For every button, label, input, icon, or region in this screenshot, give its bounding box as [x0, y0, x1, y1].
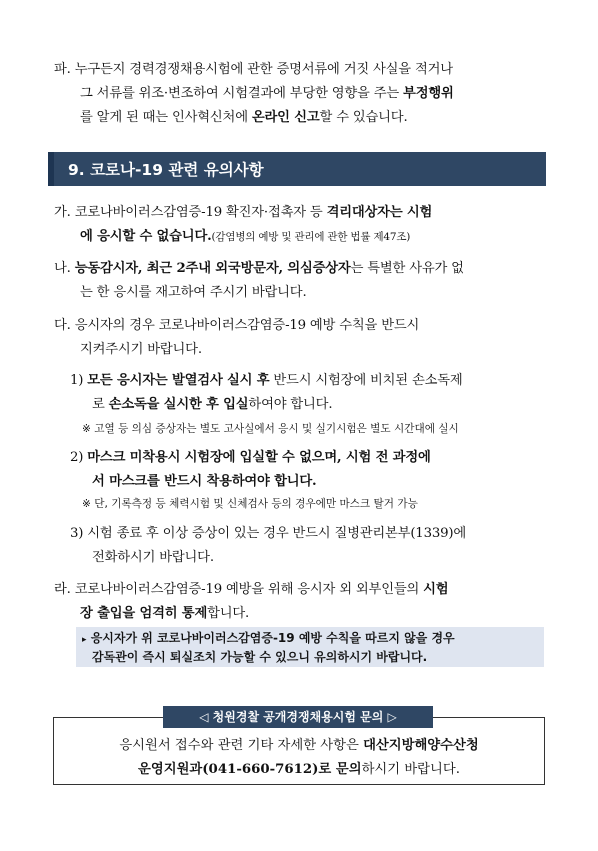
sub1-note: ※ 고열 등 의심 증상자는 별도 고사실에서 응시 및 실기시험은 별도 시간대에 실시 [82, 423, 459, 435]
item-ga-law-ref: (감염병의 예방 및 관리에 관한 법률 제47조) [211, 231, 411, 243]
sub2-line2: 서 마스크를 반드시 착용하여야 합니다. [92, 474, 317, 489]
item-ra [54, 578, 448, 602]
item-da-line2 [80, 338, 202, 362]
sub3-line1: 시험 종료 후 이상 증상이 있는 경우 반드시 질병관리본부(1339)에 [87, 526, 466, 541]
item-na-line1a: 능동감시자, 최근 2주내 외국방문자, 의심증상자 [74, 261, 351, 276]
item-pa-line1: 누구든지 경력경쟁채용시험에 관한 증명서류에 거짓 사실을 적거나 [74, 62, 453, 77]
sub1-label: 1) [70, 373, 84, 388]
sub1-line2a: 로 [92, 397, 109, 412]
sub2-note: ※ 단, 기록측정 등 체력시험 및 신체검사 등의 경우에만 마스크 탈거 가능 [82, 498, 418, 510]
item-da-sub1-line2 [92, 393, 332, 417]
item-ga-line2 [80, 225, 410, 249]
contact-line1a: 응시원서 접수와 관련 기타 자세한 사항은 [119, 738, 364, 753]
warning-box [76, 627, 544, 667]
item-ga-line1b: 격리대상자는 시험 [326, 205, 433, 220]
item-na-line1b: 는 특별한 사유가 없 [350, 261, 464, 276]
contact-org: 대산지방해양수산청 [363, 738, 479, 753]
sub1-line2c: 하여야 합니다. [248, 397, 333, 412]
bullet-icon: ▸ [82, 635, 87, 645]
item-na [54, 257, 464, 281]
item-da-sub2 [70, 446, 431, 470]
item-na-line2 [80, 281, 306, 305]
item-pa-line3b: 온라인 신고 [251, 110, 320, 125]
item-ra-label: 라. [54, 582, 71, 597]
sub1-line2b: 손소독을 실시한 후 입실 [108, 397, 249, 412]
item-ga-line1a: 코로나바이러스감염증-19 확진자·접촉자 등 [74, 205, 327, 220]
item-ra-line2b: 합니다. [207, 606, 250, 621]
item-pa-label: 파. [54, 62, 71, 77]
item-ga [54, 201, 432, 225]
contact-line2 [0, 758, 598, 777]
section-title: 9. 코로나-19 관련 유의사항 [68, 161, 264, 179]
contact-line2b: 하시기 바랍니다. [361, 762, 460, 777]
item-da-sub1 [70, 369, 463, 393]
item-da-sub3-line2 [92, 546, 214, 570]
item-da-label: 다. [54, 318, 71, 333]
item-ga-line2a: 에 응시할 수 없습니다. [80, 229, 212, 244]
item-ra-line1b: 시험 [423, 582, 449, 597]
item-pa-line2b: 부정행위 [403, 86, 454, 101]
sub2-line1: 마스크 미착용시 시험장에 입실할 수 없으며, 시험 전 과정에 [87, 450, 431, 465]
item-da [54, 314, 419, 338]
item-ra-line2 [80, 602, 249, 626]
item-pa-line3a: 를 알게 된 때는 인사혁신처에 [80, 110, 252, 125]
item-da-line1: 응시자의 경우 코로나바이러스감염증-19 예방 수칙을 반드시 [74, 318, 420, 333]
contact-tab-title: ◁ 청원경찰 공개경쟁채용시험 문의 ▷ [163, 706, 433, 728]
item-pa-line2a: 그 서류를 위조·변조하여 시험결과에 부당한 영향을 주는 [80, 86, 404, 101]
sub2-label: 2) [70, 450, 84, 465]
item-da-sub3 [70, 522, 466, 546]
sub1-line1b: 반드시 시험장에 비치된 손소독제 [269, 373, 463, 388]
item-ra-line2a: 장 출입을 엄격히 통제 [80, 606, 208, 621]
item-pa-line3 [80, 106, 407, 130]
sub3-line2: 전화하시기 바랍니다. [92, 550, 214, 565]
item-da-sub2-line2 [92, 470, 316, 494]
sub3-label: 3) [70, 526, 84, 541]
item-da-line2-text: 지켜주시기 바랍니다. [80, 342, 202, 357]
section-header [48, 152, 546, 186]
item-pa-line3c: 할 수 있습니다. [319, 110, 408, 125]
item-ga-label: 가. [54, 205, 71, 220]
item-pa [54, 58, 453, 82]
item-ra-line1a: 코로나바이러스감염증-19 예방을 위해 응시자 외 외부인들의 [74, 582, 424, 597]
item-pa-line2 [80, 82, 454, 106]
warning-line2: 감독관이 즉시 퇴실조치 가능할 수 있으니 유의하시기 바랍니다. [92, 650, 428, 664]
warning-line1-wrap [82, 629, 455, 650]
item-na-label: 나. [54, 261, 71, 276]
contact-line1 [0, 734, 598, 753]
contact-phone: 운영지원과(041-660-7612)로 문의 [138, 762, 362, 777]
warning-line1: 응시자가 위 코로나바이러스감염증-19 예방 수칙을 따르지 않을 경우 [90, 631, 455, 645]
sub1-line1a: 모든 응시자는 발열검사 실시 후 [87, 373, 270, 388]
item-na-line2-text: 는 한 응시를 재고하여 주시기 바랍니다. [80, 285, 307, 300]
